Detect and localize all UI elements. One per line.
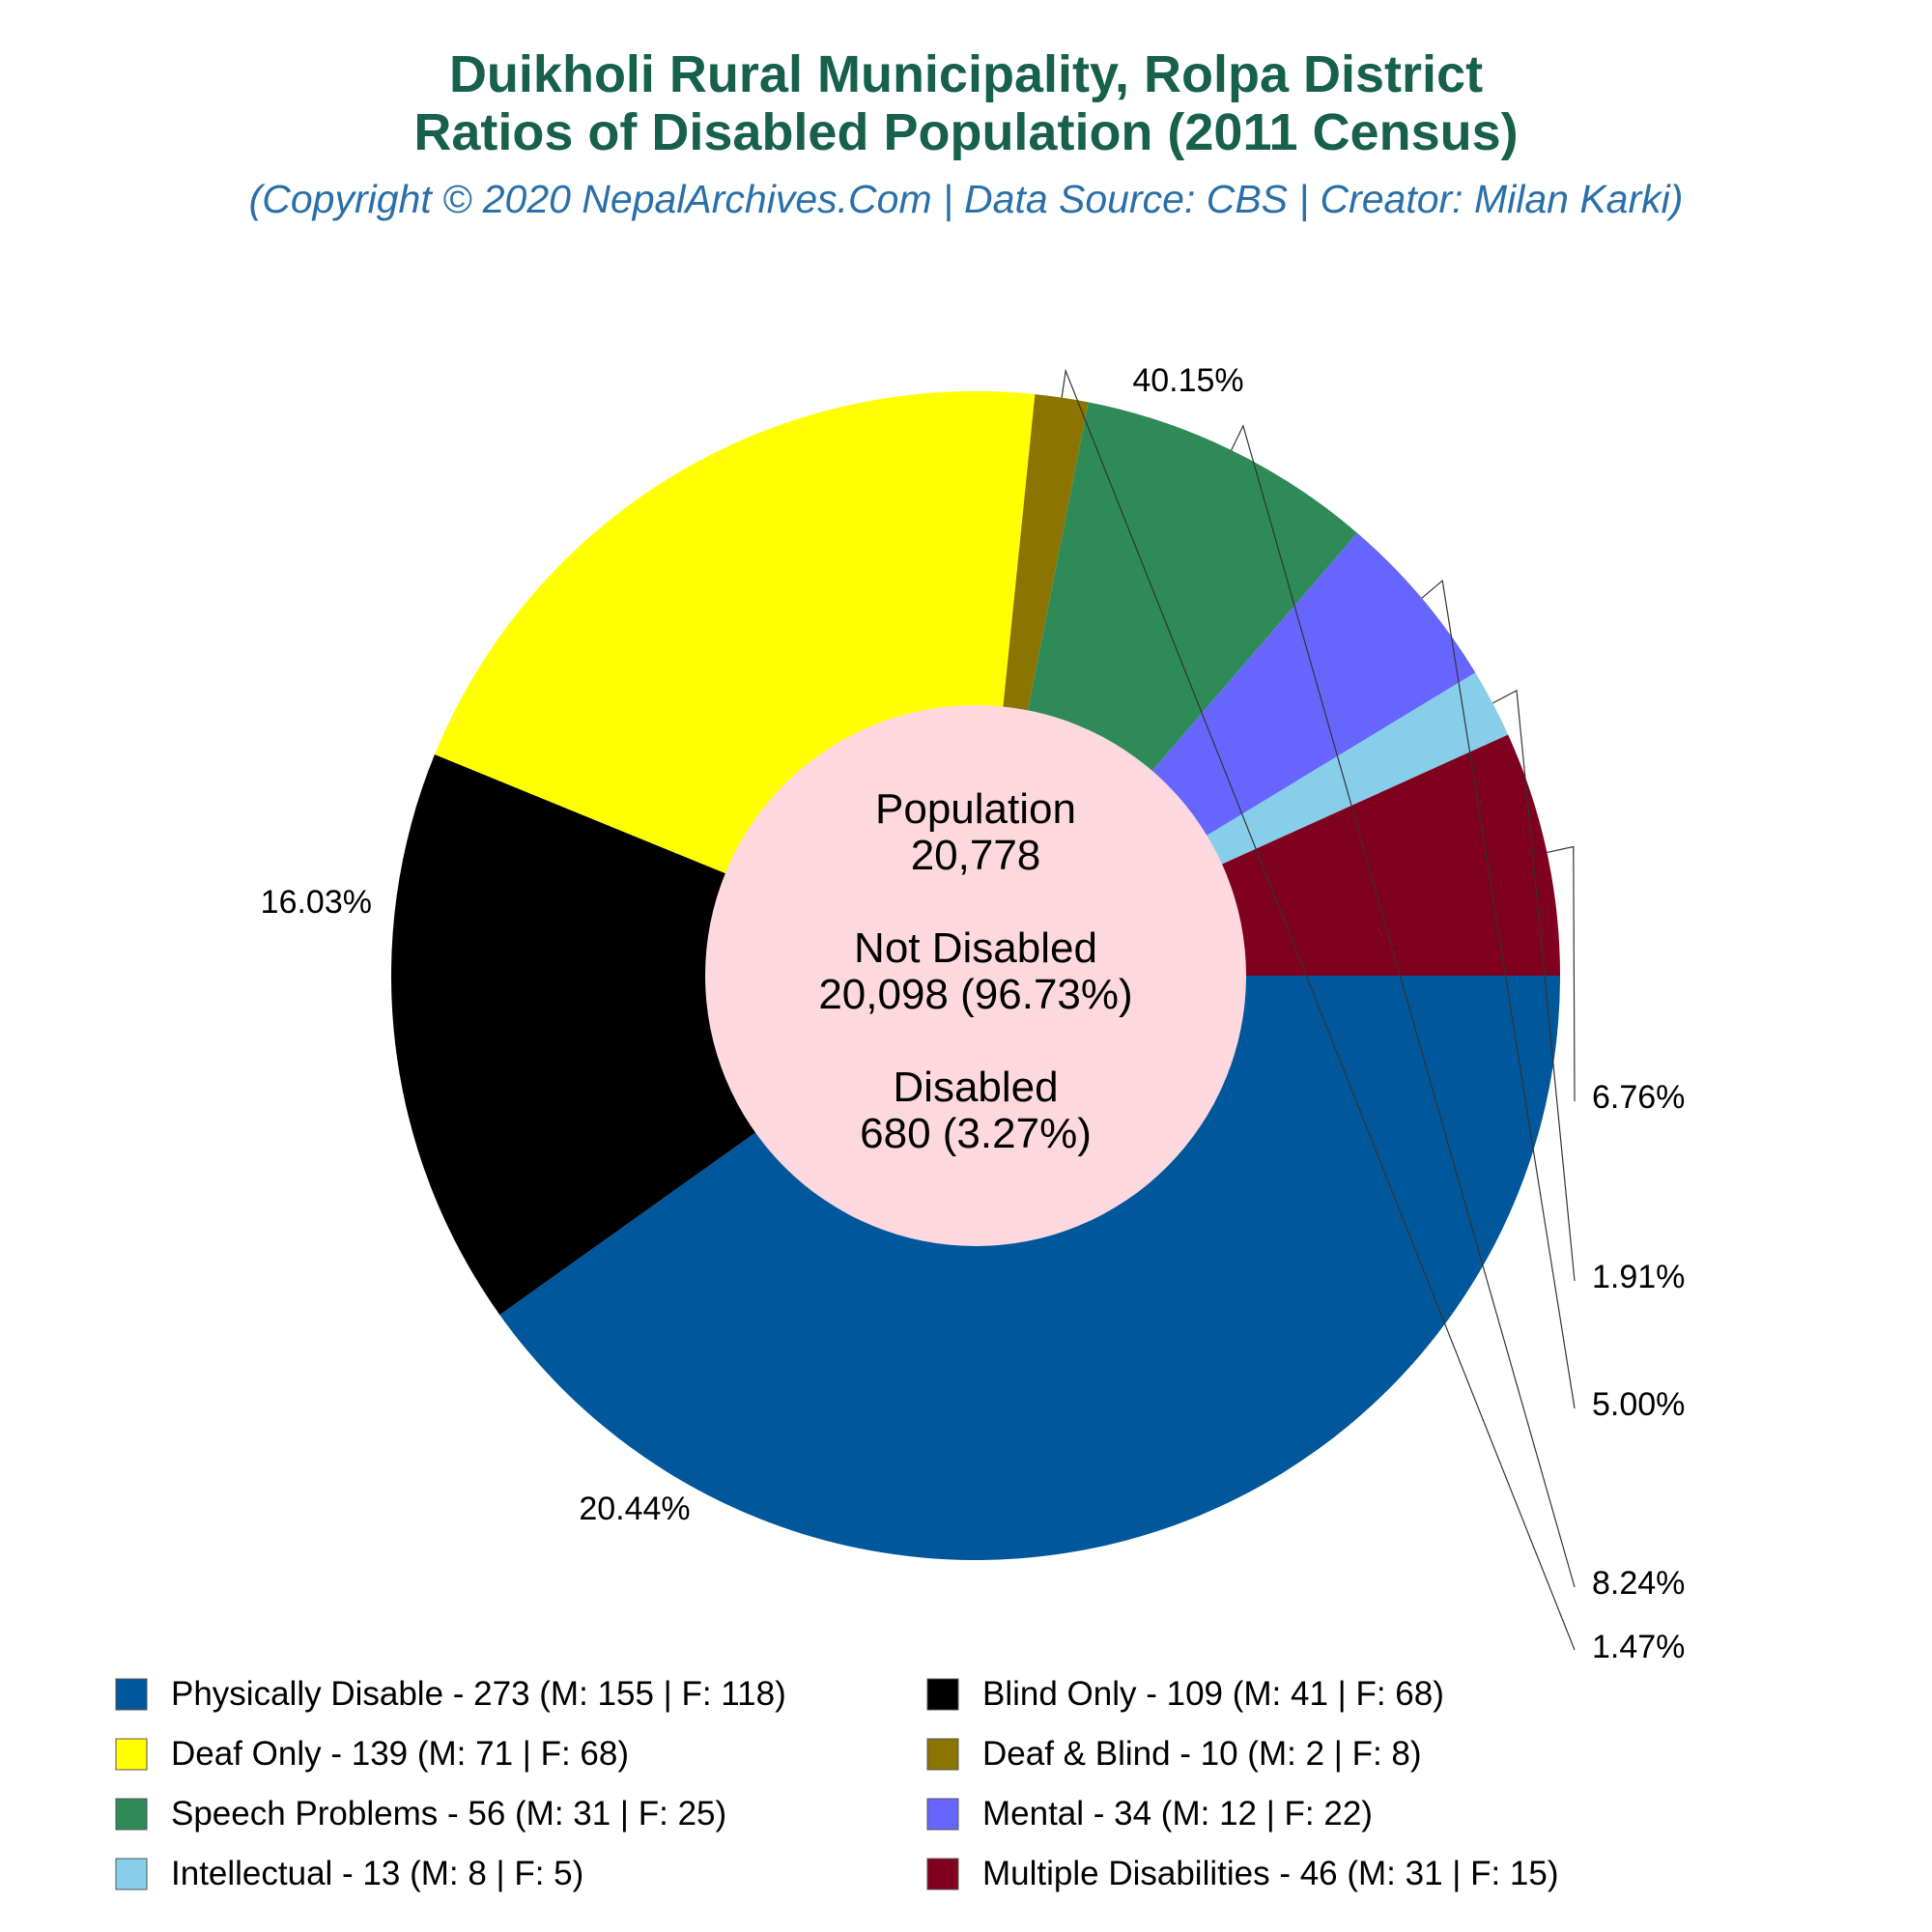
legend-swatch-physically-disable: [116, 1679, 147, 1710]
legend-label-mental: Mental - 34 (M: 12 | F: 22): [982, 1795, 1373, 1833]
legend: [116, 1675, 1559, 1892]
legend-label-physically-disable: Physically Disable - 273 (M: 155 | F: 118): [171, 1675, 786, 1713]
percent-label-multiple-disabilities: 6.76%: [1592, 1079, 1686, 1116]
center-disabled-value: 680 (3.27%): [860, 1110, 1092, 1157]
percent-label-blind-only: 16.03%: [260, 884, 372, 921]
percent-label-physically-disable: 40.15%: [1132, 362, 1244, 399]
center-population-value: 20,778: [910, 832, 1041, 879]
legend-swatch-intellectual: [116, 1859, 147, 1889]
legend-swatch-speech-problems: [116, 1799, 147, 1830]
percent-label-mental: 5.00%: [1592, 1386, 1686, 1423]
percent-label-speech-problems: 8.24%: [1592, 1565, 1686, 1602]
center-disabled-label: Disabled: [893, 1064, 1059, 1111]
legend-swatch-blind-only: [927, 1679, 958, 1710]
percent-label-deaf-and-blind: 1.47%: [1592, 1629, 1686, 1665]
legend-label-intellectual: Intellectual - 13 (M: 8 | F: 5): [171, 1855, 584, 1892]
legend-swatch-mental: [927, 1799, 958, 1830]
percent-label-deaf-only: 20.44%: [579, 1491, 691, 1527]
chart-subtitle: (Copyright © 2020 NepalArchives.Com | Data Source: CBS | Creator: Milan Karki): [248, 177, 1684, 221]
legend-swatch-deaf-only: [116, 1739, 147, 1770]
legend-label-blind-only: Blind Only - 109 (M: 41 | F: 68): [982, 1675, 1444, 1713]
center-not-disabled-label: Not Disabled: [854, 924, 1097, 972]
chart-title-line2: Ratios of Disabled Population (2011 Census): [413, 103, 1519, 161]
legend-swatch-deaf-and-blind: [927, 1739, 958, 1770]
legend-label-speech-problems: Speech Problems - 56 (M: 31 | F: 25): [171, 1795, 727, 1833]
legend-swatch-multiple-disabilities: [927, 1859, 958, 1889]
percent-label-intellectual: 1.91%: [1592, 1259, 1686, 1295]
legend-label-deaf-and-blind: Deaf & Blind - 10 (M: 2 | F: 8): [982, 1735, 1422, 1773]
center-population-label: Population: [875, 785, 1076, 833]
center-not-disabled-value: 20,098 (96.73%): [818, 971, 1133, 1018]
chart-title-line1: Duikholi Rural Municipality, Rolpa District: [448, 45, 1484, 103]
legend-label-deaf-only: Deaf Only - 139 (M: 71 | F: 68): [171, 1735, 629, 1773]
legend-label-multiple-disabilities: Multiple Disabilities - 46 (M: 31 | F: 15): [982, 1855, 1559, 1892]
